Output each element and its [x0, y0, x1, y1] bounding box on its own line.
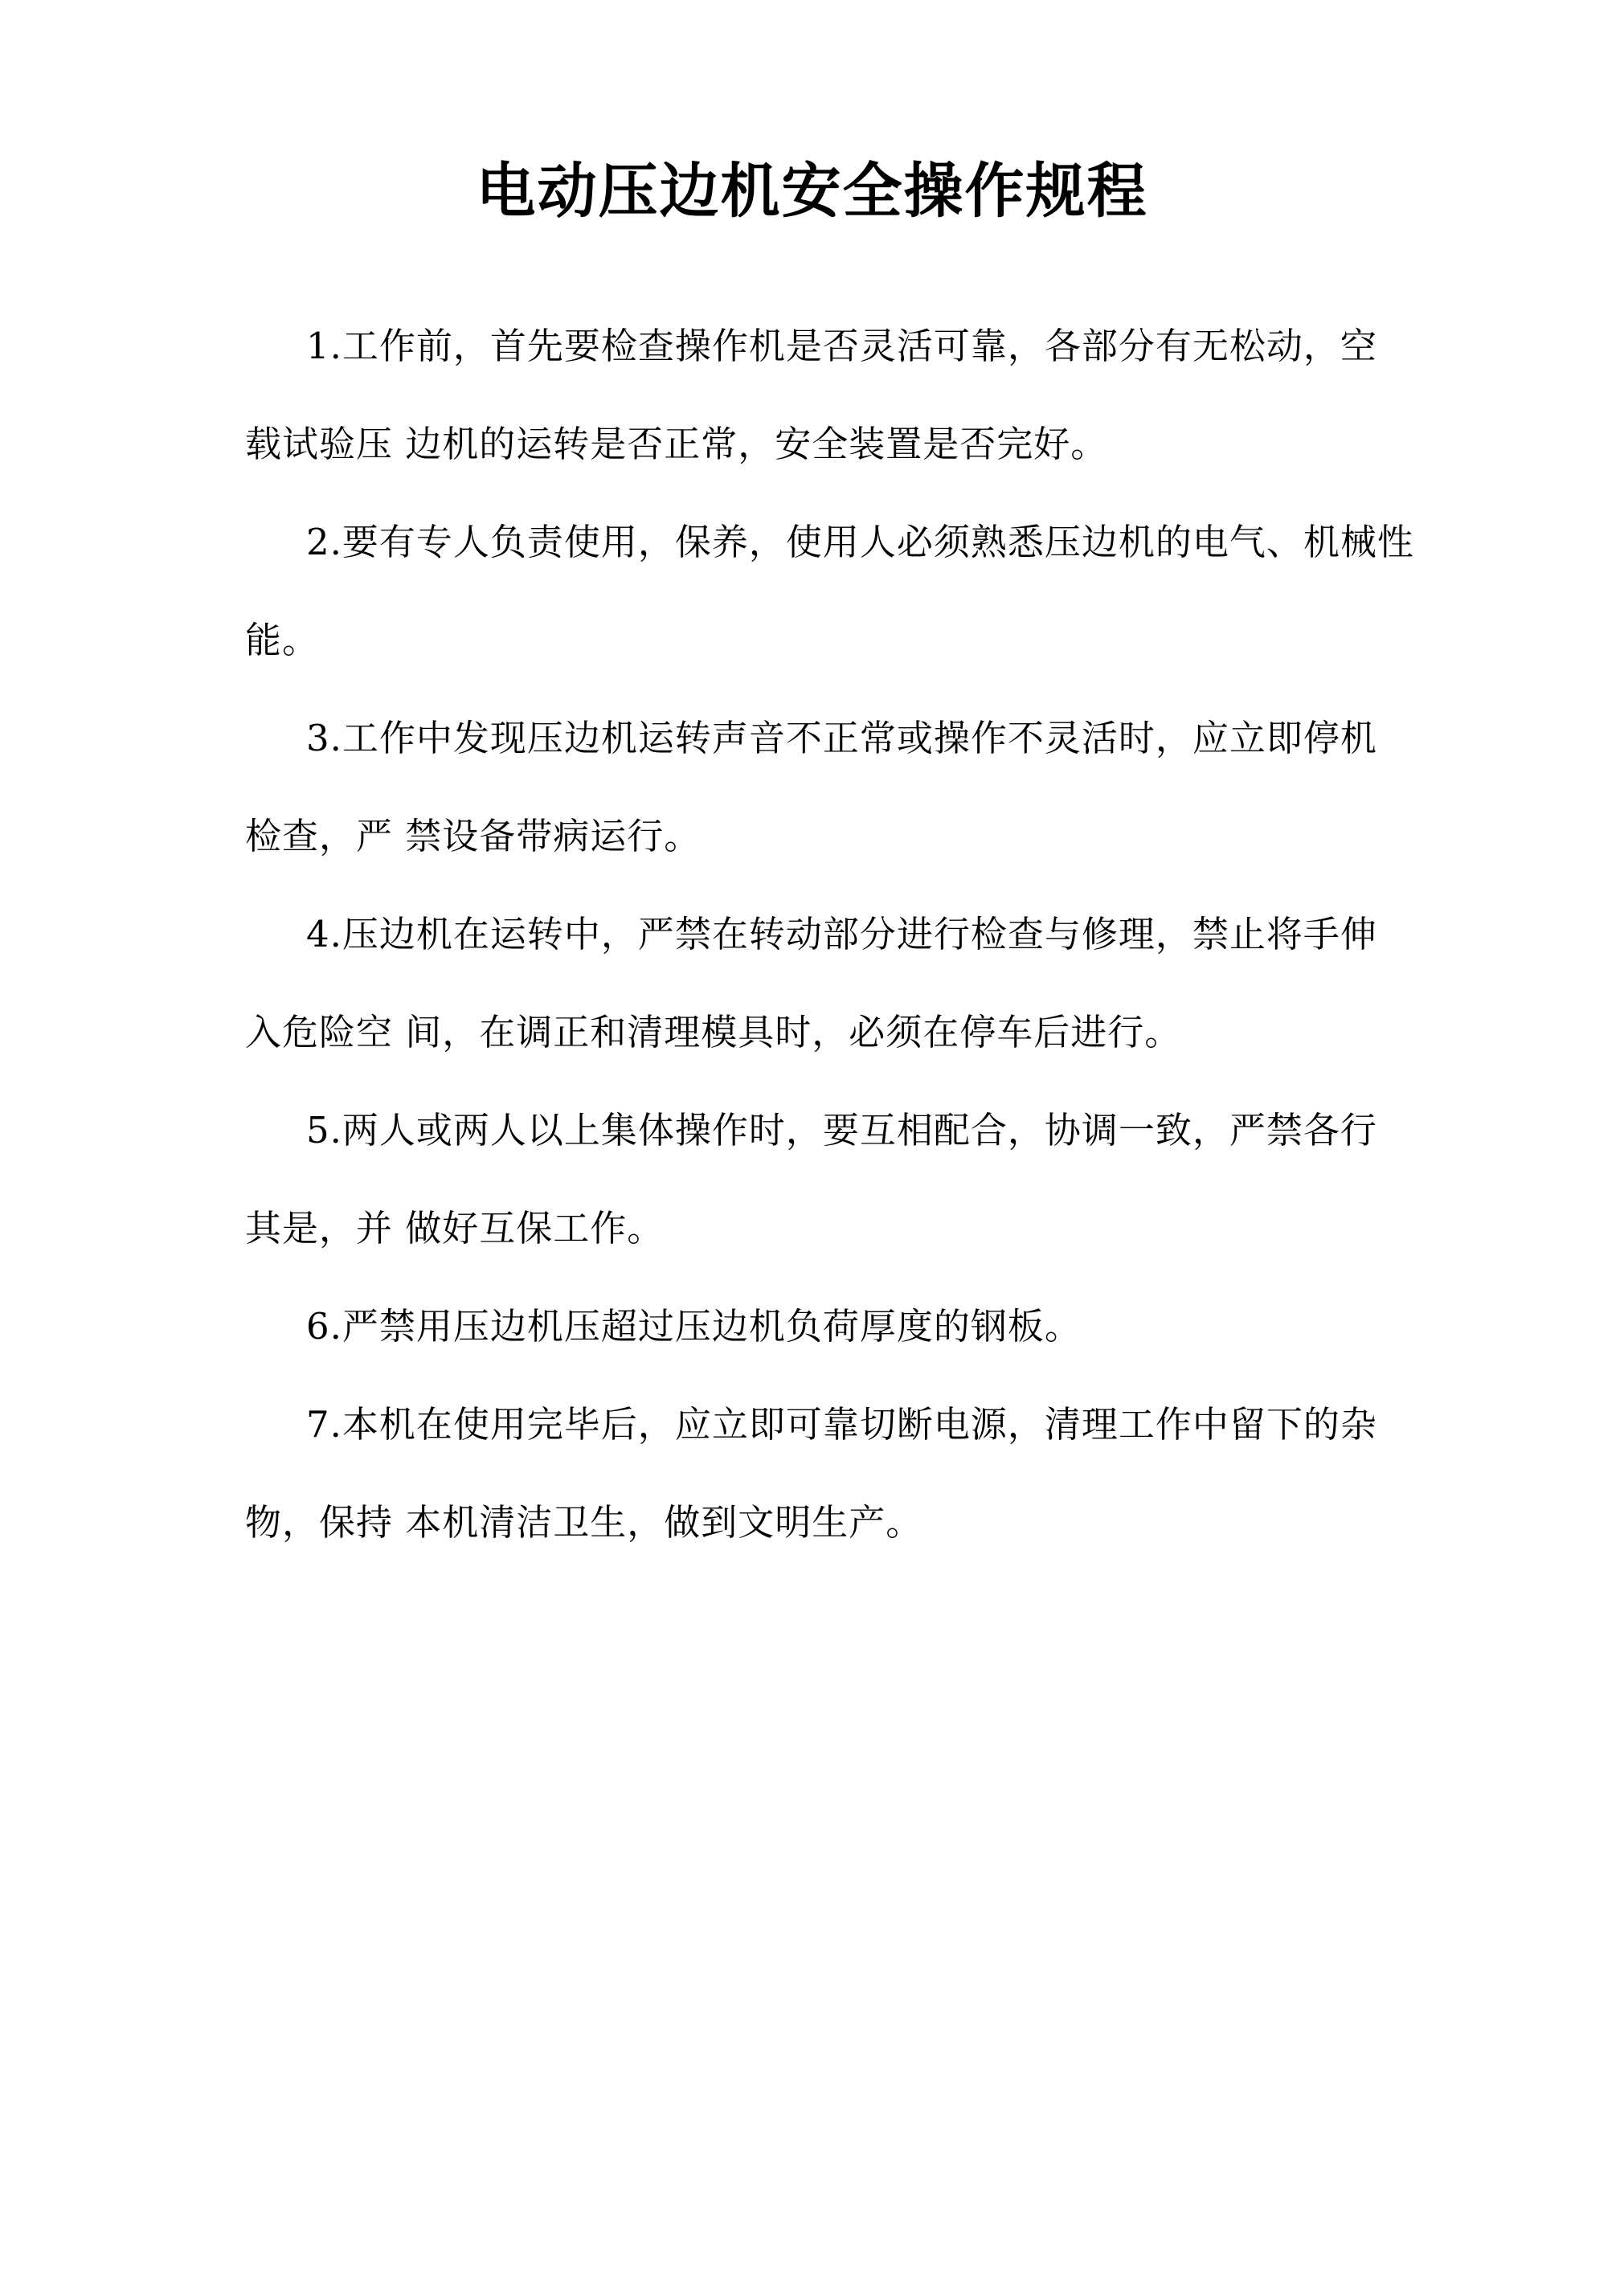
paragraph-line: 3.工作中发现压边机运转声音不正常或操作不灵活时，应立即停机	[306, 717, 1377, 759]
document-title: 电动压边机安全操作规程	[476, 157, 1148, 226]
paragraph-line: 物，保持 本机清洁卫生，做到文明生产。	[245, 1501, 923, 1544]
paragraph-6	[245, 1278, 1483, 1376]
paragraph-line: 6.严禁用压边机压超过压边机负荷厚度的钢板。	[306, 1305, 1082, 1348]
paragraph-line: 其是，并 做好互保工作。	[245, 1207, 665, 1250]
paragraph-4	[245, 886, 1483, 1082]
paragraph-line: 载试验压 边机的运转是否正常，安全装置是否完好。	[245, 423, 1108, 465]
paragraph-5	[245, 1082, 1483, 1278]
paragraph-line: 7.本机在使用完毕后，应立即可靠切断电源，清理工作中留下的杂	[306, 1403, 1377, 1446]
paragraph-line: 4.压边机在运转中，严禁在转动部分进行检查与修理，禁止将手伸	[306, 913, 1377, 955]
paragraph-line: 能。	[245, 619, 320, 661]
paragraph-line: 1.工作前，首先要检查操作机是否灵活可靠，各部分有无松动，空	[306, 325, 1377, 367]
paragraph-2	[245, 493, 1483, 689]
paragraph-7	[245, 1376, 1483, 1572]
paragraph-line: 检查，严 禁设备带病运行。	[245, 815, 702, 857]
paragraph-3	[245, 689, 1483, 886]
paragraph-line: 入危险空 间，在调正和清理模具时，必须在停车后进行。	[245, 1011, 1182, 1053]
paragraph-1	[245, 297, 1483, 493]
document-body	[245, 297, 1483, 1572]
paragraph-line: 2.要有专人负责使用，保养，使用人必须熟悉压边机的电气、机械性	[306, 521, 1414, 563]
paragraph-line: 5.两人或两人以上集体操作时，要互相配合，协调一致，严禁各行	[306, 1109, 1377, 1152]
